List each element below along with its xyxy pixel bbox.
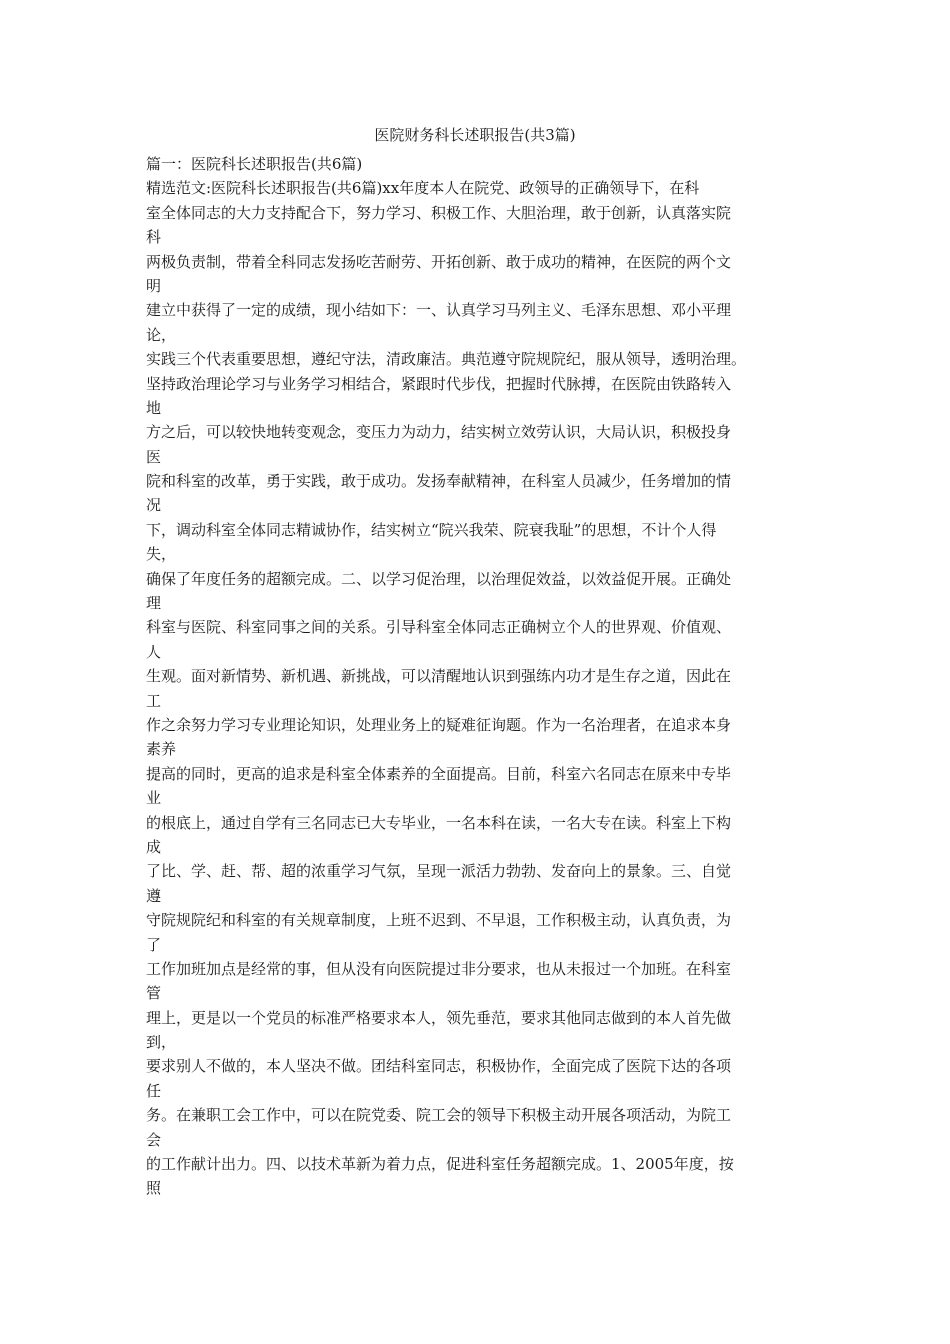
text-line: 到， (146, 1033, 177, 1052)
text-line: 篇一：医院科长述职报告(共6篇) (146, 155, 363, 173)
text-line: 工 (146, 691, 162, 710)
text-line: 院和科室的改革，勇于实践，敢于成功。发扬奉献精神，在科室人员减少，任务增加的情 (146, 472, 732, 491)
text-line: 提高的同时，更高的追求是科室全体素养的全面提高。目前，科室六名同志在原来中专毕 (146, 764, 732, 783)
text-line: 务。在兼职工会工作中，可以在院党委、院工会的领导下积极主动开展各项活动，为院工 (146, 1106, 732, 1125)
text-line: 下，调动科室全体同志精诚协作，结实树立“院兴我荣、院衰我耻”的思想，不计个人得 (146, 520, 717, 539)
text-line: 遵 (146, 886, 162, 905)
text-line: 精选范文:医院科长述职报告(共6篇)xx年度本人在院党、政领导的正确领导下，在科 (146, 179, 700, 198)
text-line: 明 (146, 276, 162, 295)
text-line: 理上，更是以一个党员的标准严格要求本人，领先垂范，要求其他同志做到的本人首先做 (146, 1008, 732, 1027)
text-line: 要求别人不做的，本人坚决不做。团结科室同志，积极协作，全面完成了医院下达的各项 (146, 1057, 732, 1076)
text-line: 确保了年度任务的超额完成。二、以学习促治理，以治理促效益，以效益促开展。正确处 (146, 569, 732, 588)
text-line: 失， (146, 545, 177, 564)
text-line: 况 (146, 496, 162, 515)
text-line: 实践三个代表重要思想，遵纪守法，清政廉洁。典范遵守院规院纪，服从领导，透明治理。 (146, 350, 747, 369)
text-line: 生观。面对新情势、新机遇、新挑战，可以清醒地认识到强练内功才是生存之道，因此在 (146, 667, 732, 686)
text-line: 照 (146, 1179, 162, 1198)
document-title: 医院财务科长述职报告(共3篇) (374, 126, 576, 144)
text-line: 科 (146, 228, 162, 247)
text-line: 的根底上，通过自学有三名同志已大专毕业，一名本科在读，一名大专在读。科室上下构 (146, 813, 732, 832)
text-line: 了 (146, 935, 162, 954)
text-line: 了比、学、赶、帮、超的浓重学习气氛，呈现一派活力勃勃、发奋向上的景象。三、自觉 (146, 862, 732, 881)
text-line: 成 (146, 837, 162, 856)
text-line: 坚持政治理论学习与业务学习相结合，紧跟时代步伐，把握时代脉搏，在医院由铁路转入 (146, 374, 732, 393)
text-line: 理 (146, 594, 162, 613)
text-line: 业 (146, 789, 162, 808)
text-line: 素养 (146, 740, 177, 759)
text-line: 医 (146, 447, 162, 466)
text-line: 守院规院纪和科室的有关规章制度，上班不迟到、不早退，工作积极主动，认真负责，为 (146, 911, 732, 930)
text-line: 建立中获得了一定的成绩，现小结如下：一、认真学习马列主义、毛泽东思想、邓小平理 (146, 301, 732, 320)
document-body (146, 152, 816, 1201)
text-line: 地 (146, 398, 162, 417)
text-line: 会 (146, 1130, 162, 1149)
text-line: 人 (146, 642, 162, 661)
text-line: 管 (146, 984, 162, 1003)
text-line: 科室与医院、科室同事之间的关系。引导科室全体同志正确树立个人的世界观、价值观、 (146, 618, 732, 637)
text-line: 工作加班加点是经常的事，但从没有向医院提过非分要求，也从未报过一个加班。在科室 (146, 959, 732, 978)
text-line: 两极负责制，带着全科同志发扬吃苦耐劳、开拓创新、敢于成功的精神，在医院的两个文 (146, 252, 732, 271)
text-line: 作之余努力学习专业理论知识，处理业务上的疑难征询题。作为一名治理者，在追求本身 (146, 715, 732, 734)
text-line: 的工作献计出力。四、以技术革新为着力点，促进科室任务超额完成。1、2005年度，按 (146, 1155, 734, 1174)
text-line: 任 (146, 1081, 162, 1100)
text-line: 室全体同志的大力支持配合下，努力学习、积极工作、大胆治理，敢于创新，认真落实院 (146, 203, 732, 222)
text-line: 方之后，可以较快地转变观念，变压力为动力，结实树立效劳认识，大局认识，积极投身 (146, 423, 732, 442)
text-line: 论， (146, 325, 177, 344)
